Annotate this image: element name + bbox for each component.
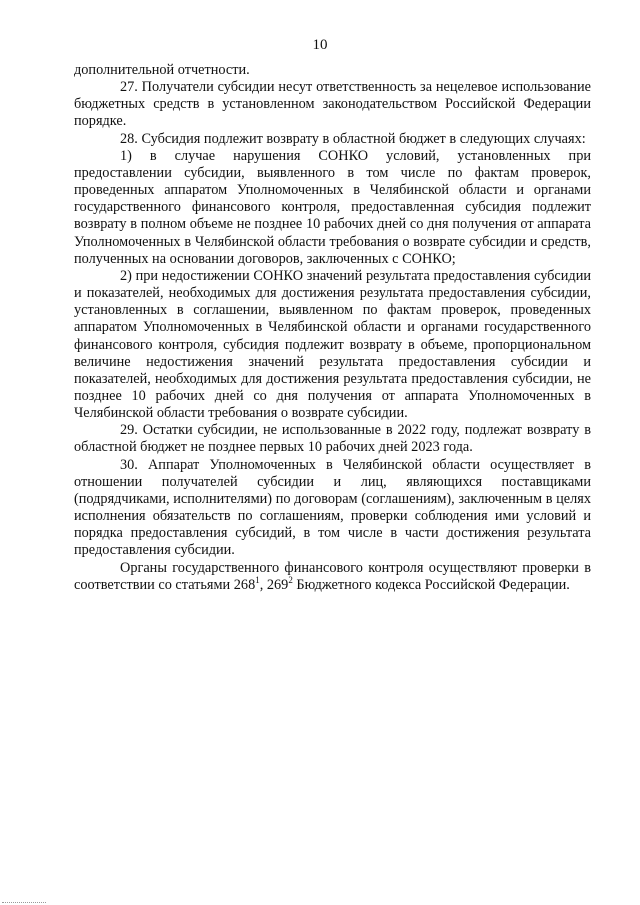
document-body [74, 62, 591, 594]
paragraph-28-item-2: 2) при недостижении СОНКО значений результата предоставления субсидии и показателей, необходимых для достижения результата предоставления субсидии, установленных в соглашении, выявленном по фактам проверок, проведенных аппаратом Уполномоченных в Челябинской области и органами государственного финансового контроля, субсидия подлежит возврату в объеме, пропорциональном величине недостижения значений результата предоставления субсидии и показателей, необходимых для достижения результата предоставления субсидии, не позднее 10 рабочих дней со дня получения от аппарата Уполномоченных в Челябинской области требования о возврате субсидии. [74, 267, 591, 422]
paragraph-28-item-1: 1) в случае нарушения СОНКО условий, установленных при предоставлении субсидии, выявленного в том числе по фактам проверок, проведенных аппаратом Уполномоченных в Челябинской области и органами государственного финансового контроля, предоставленная субсидия подлежит возврату в полном объеме не позднее 10 рабочих дней со дня получения от аппарата Уполномоченных в Челябинской области требования о возврате субсидии и средств, полученных на основании договоров, заключенных с СОНКО; [74, 147, 591, 267]
final-text-after: Бюджетного кодекса Российской Федерации. [292, 576, 570, 593]
superscript-1: 1 [255, 574, 260, 585]
paragraph-final [74, 560, 591, 594]
paragraph-29: 29. Остатки субсидии, не использованные в 2022 году, подлежат возврату в областной бюджет не позднее первых 10 рабочих дней 2023 года. [74, 422, 591, 456]
final-text-before: Органы государственного финансового контроля осуществляют проверки в соответствии со статьями 268 [74, 559, 591, 593]
paragraph-28: 28. Субсидия подлежит возврату в областной бюджет в следующих случаях: [120, 130, 586, 147]
paragraph-27: 27. Получатели субсидии несут ответственность за нецелевое использование бюджетных средств в установленном законодательством Российской Федерации порядке. [74, 79, 591, 130]
paragraph-continuation: дополнительной отчетности. [74, 62, 250, 78]
superscript-2: 2 [288, 574, 293, 585]
paragraph-30: 30. Аппарат Уполномоченных в Челябинской области осуществляет в отношении получателей субсидии и лиц, являющихся поставщиками (подрядчиками, исполнителями) по договорам (соглашениям), заключенным в целях исполнения обязательств по соглашениям, проверки соблюдения ими условий и порядка предоставления субсидий, в том числе в части достижения результата предоставления субсидии. [74, 456, 591, 559]
footer-dotted-line [2, 901, 46, 903]
final-text-middle: , 269 [259, 576, 289, 593]
page-number: 10 [312, 37, 328, 53]
